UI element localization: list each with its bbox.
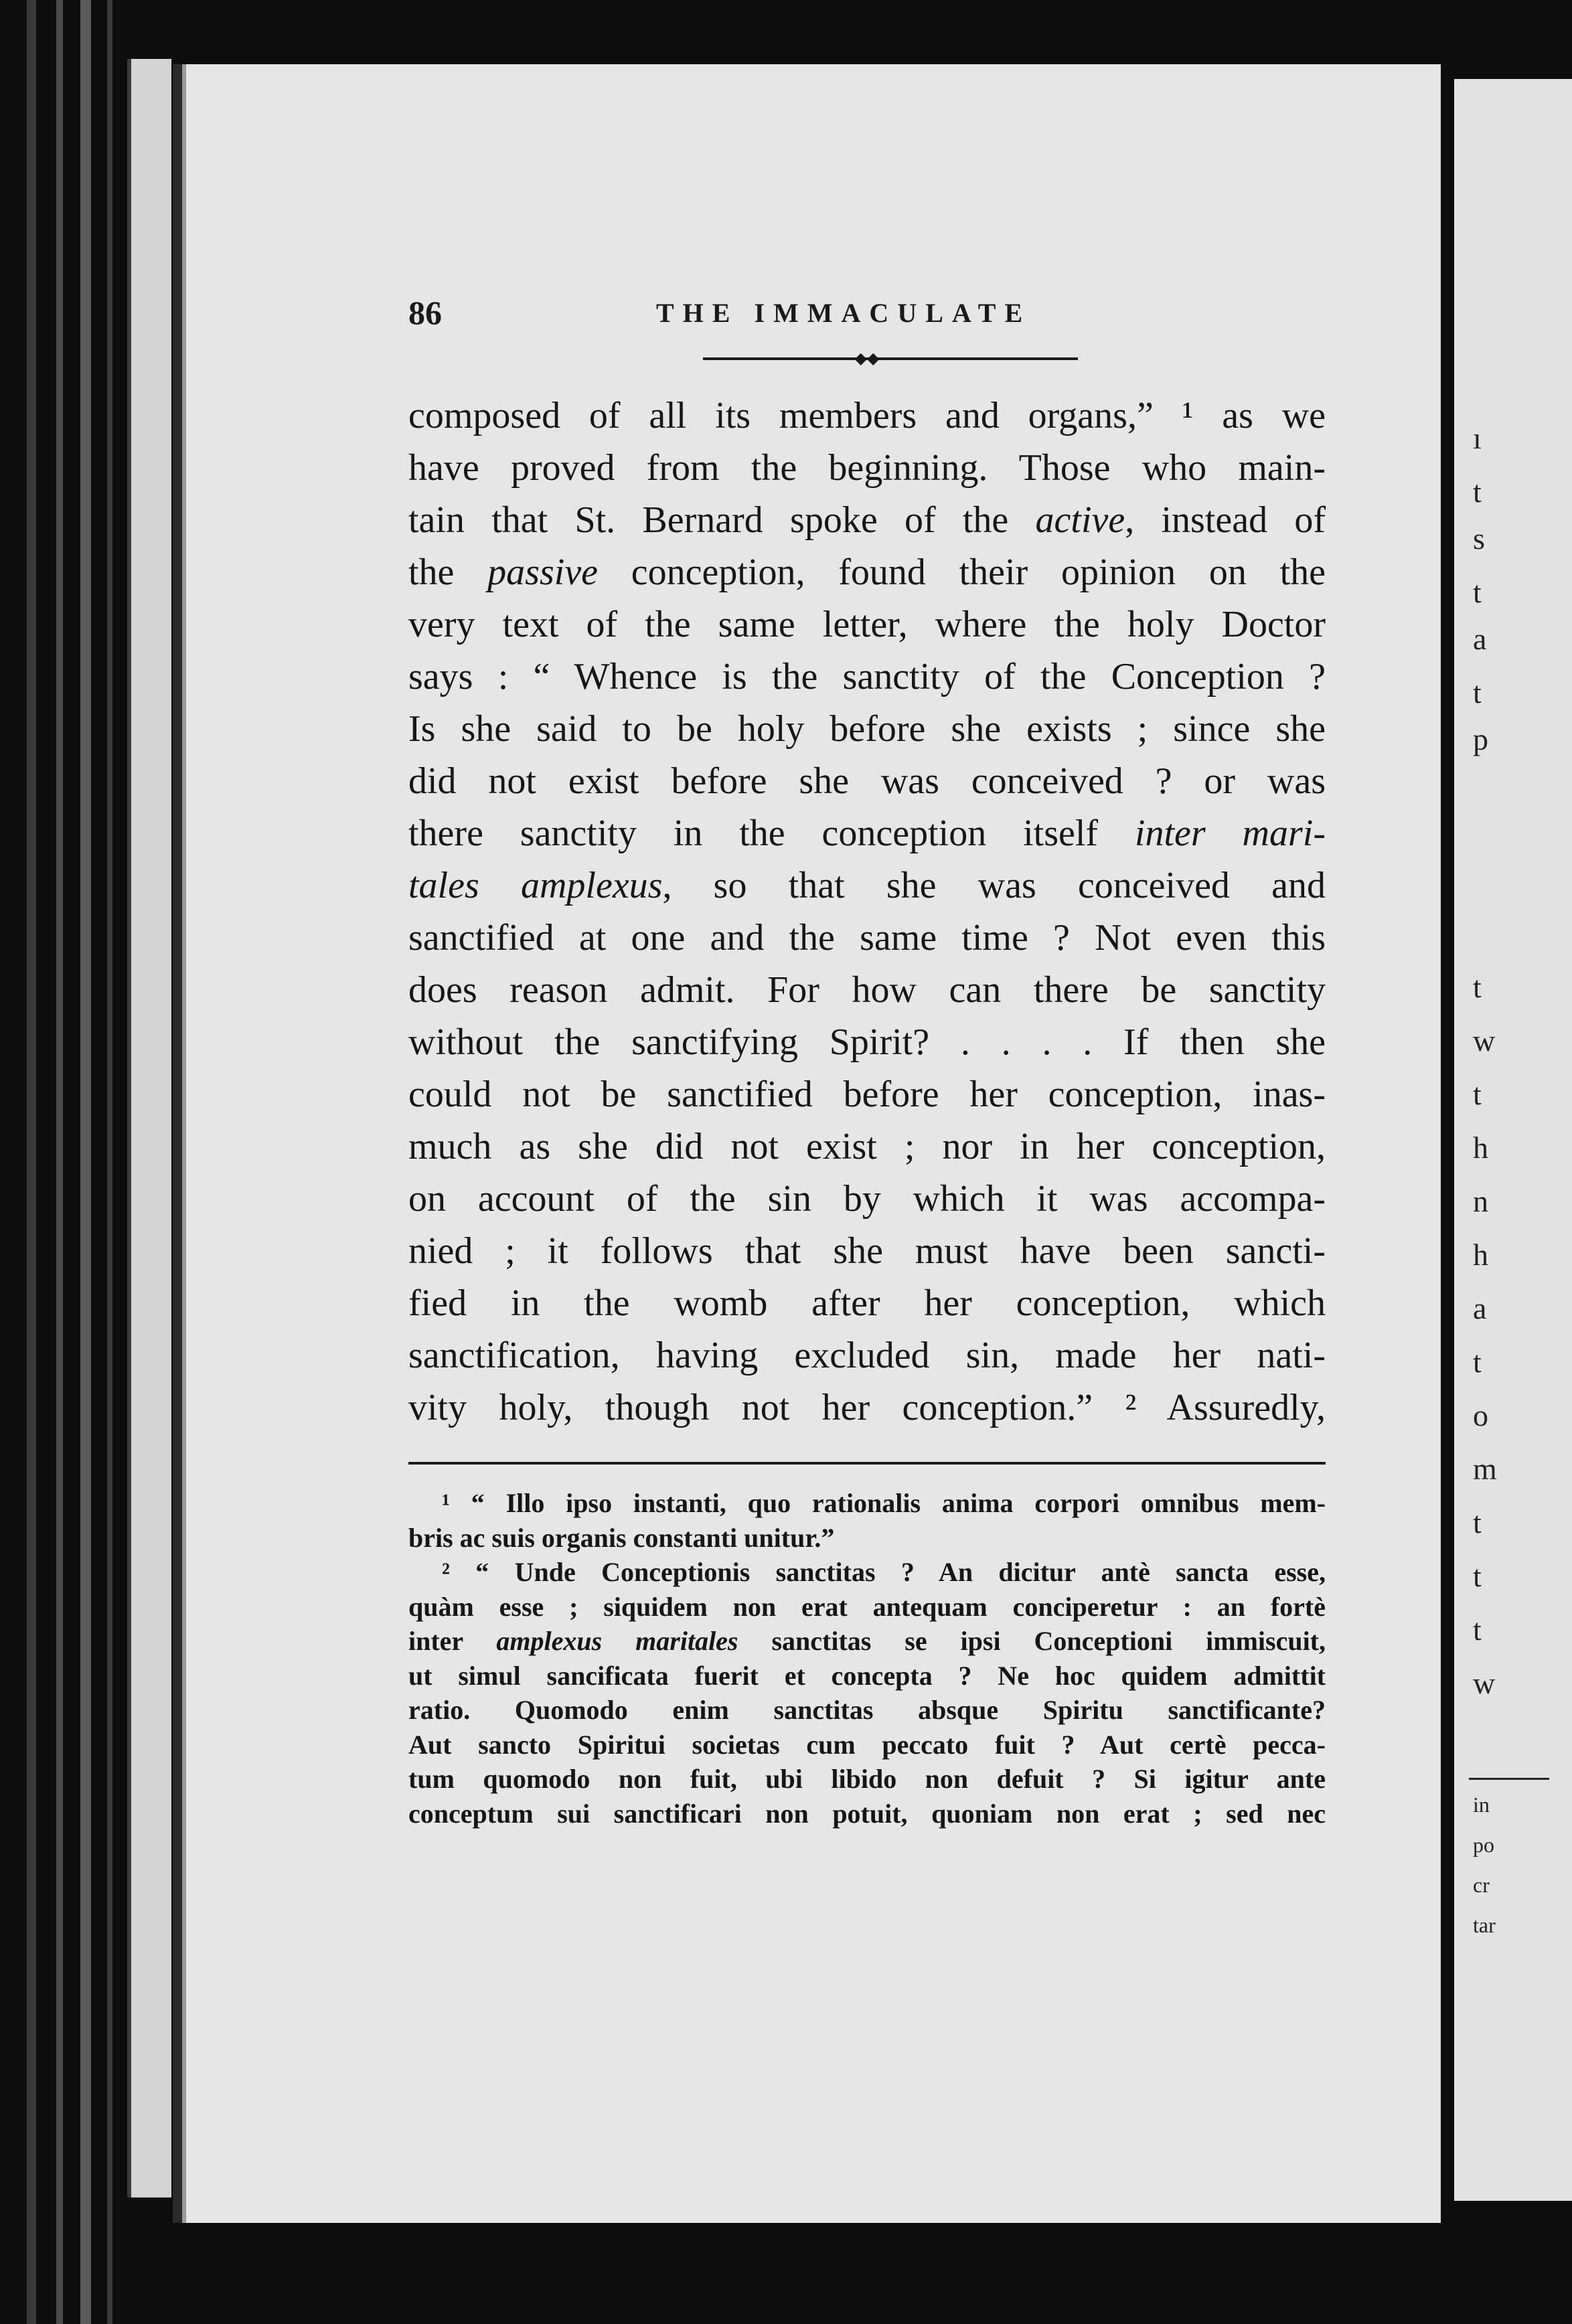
adjacent-page-fragment: n	[1473, 1184, 1488, 1218]
header-rule	[703, 357, 1078, 360]
adjacent-page-footnote-fragment: cr	[1473, 1873, 1490, 1897]
adjacent-page	[1454, 79, 1572, 2201]
body-line: composed of all its members and organs,” ¹ as we	[408, 395, 1326, 436]
body-line: nied ; it follows that she must have been sancti-	[408, 1230, 1326, 1272]
page-header	[408, 293, 1326, 340]
body-line: sanctified at one and the same time ? Not even this	[408, 917, 1326, 959]
body-line: much as she did not exist ; nor in her conception,	[408, 1126, 1326, 1167]
body-line: without the sanctifying Spirit? . . . . If then she	[408, 1021, 1326, 1063]
body-line: Is she said to be holy before she exists ; since she	[408, 708, 1326, 750]
body-line: have proved from the beginning. Those who main-	[408, 447, 1326, 489]
body-line: the passive conception, found their opinion on the	[408, 552, 1326, 593]
binding-band-2	[56, 0, 63, 2324]
body-line: could not be sanctified before her conception, inas-	[408, 1074, 1326, 1115]
body-line: there sanctity in the conception itself inter mari-	[408, 813, 1326, 854]
adjacent-page-fragment: t	[1473, 1505, 1482, 1540]
body-line: tain that St. Bernard spoke of the active, instead of	[408, 499, 1326, 541]
body-line: says : “ Whence is the sanctity of the Conception ?	[408, 656, 1326, 697]
adjacent-page-fragment: a	[1473, 622, 1487, 656]
header-ornament: ◆◆	[854, 349, 880, 367]
running-title: THE IMMACULATE	[656, 298, 1032, 328]
body-line: very text of the same letter, where the holy Doctor	[408, 604, 1326, 645]
adjacent-page-fragment: t	[1473, 475, 1482, 509]
adjacent-page-fragment: h	[1473, 1131, 1488, 1165]
footnote-line: ¹ “ Illo ipso instanti, quo rationalis anima corpori omnibus mem-	[442, 1488, 1326, 1518]
adjacent-page-footnote-rule	[1469, 1778, 1549, 1780]
adjacent-page-fragment: w	[1473, 1023, 1496, 1058]
footnote-line: ut simul sancificata fuerit et concepta ? Ne hoc quidem admittit	[408, 1660, 1326, 1691]
adjacent-page-fragment: t	[1473, 1559, 1482, 1593]
footnote-line: quàm esse ; siquidem non erat antequam conciperetur : an fortè	[408, 1591, 1326, 1622]
adjacent-page-fragment: t	[1473, 1077, 1482, 1111]
adjacent-page-fragment: p	[1473, 722, 1488, 756]
footnote-rule	[408, 1462, 1326, 1465]
body-line: does reason admit. For how can there be sanctity	[408, 969, 1326, 1011]
adjacent-page-fragment: w	[1473, 1666, 1496, 1700]
adjacent-page-fragment: a	[1473, 1291, 1487, 1325]
adjacent-page-fragment: o	[1473, 1398, 1488, 1432]
adjacent-page-footnote-fragment: in	[1473, 1793, 1490, 1817]
footnotes	[408, 1486, 1326, 1831]
body-line: did not exist before she was conceived ? or was	[408, 760, 1326, 802]
adjacent-page-fragment: t	[1473, 1345, 1482, 1379]
body-line: sanctification, having excluded sin, made her nati-	[408, 1335, 1326, 1376]
footnote-line: bris ac suis organis constanti unitur.”	[408, 1522, 835, 1553]
body-line: on account of the sin by which it was accompa-	[408, 1178, 1326, 1220]
binding-band-4	[107, 0, 112, 2324]
adjacent-page-fragment: m	[1473, 1452, 1497, 1486]
page-number: 86	[408, 294, 442, 331]
footnote-line: tum quomodo non fuit, ubi libido non defuit ? Si igitur ante	[408, 1764, 1326, 1794]
adjacent-page-fragment: t	[1473, 675, 1482, 710]
footnote-line: conceptum sui sanctificari non potuit, quoniam non erat ; sed nec	[408, 1798, 1326, 1829]
body-line: fied in the womb after her conception, which	[408, 1282, 1326, 1324]
body-text	[408, 390, 1326, 1434]
body-line: vity holy, though not her conception.” ² Assuredly,	[408, 1387, 1326, 1428]
adjacent-page-footnote-fragment: po	[1473, 1833, 1494, 1857]
adjacent-page-fragment: s	[1473, 521, 1485, 556]
footnote-line: ² “ Unde Conceptionis sanctitas ? An dicitur antè sancta esse,	[442, 1557, 1326, 1587]
page-edge	[127, 59, 171, 2197]
binding-band-1	[27, 0, 36, 2324]
adjacent-page-fragment: h	[1473, 1238, 1488, 1272]
body-line: tales amplexus, so that she was conceived and	[408, 865, 1326, 906]
adjacent-page-fragment: t	[1473, 970, 1482, 1004]
adjacent-page-fragment: t	[1473, 1612, 1482, 1647]
adjacent-page-fragment: t	[1473, 575, 1482, 609]
footnote-line: Aut sancto Spiritui societas cum peccato fuit ? Aut certè pecca-	[408, 1729, 1326, 1760]
binding-band-3	[80, 0, 91, 2324]
footnote-line: inter amplexus maritales sanctitas se ipsi Conceptioni immiscuit,	[408, 1626, 1326, 1656]
adjacent-page-fragment: ı	[1473, 421, 1482, 455]
footnote-line: ratio. Quomodo enim sanctitas absque Spiritu sanctificante?	[408, 1695, 1326, 1725]
adjacent-page-footnote-fragment: tar	[1473, 1913, 1496, 1937]
